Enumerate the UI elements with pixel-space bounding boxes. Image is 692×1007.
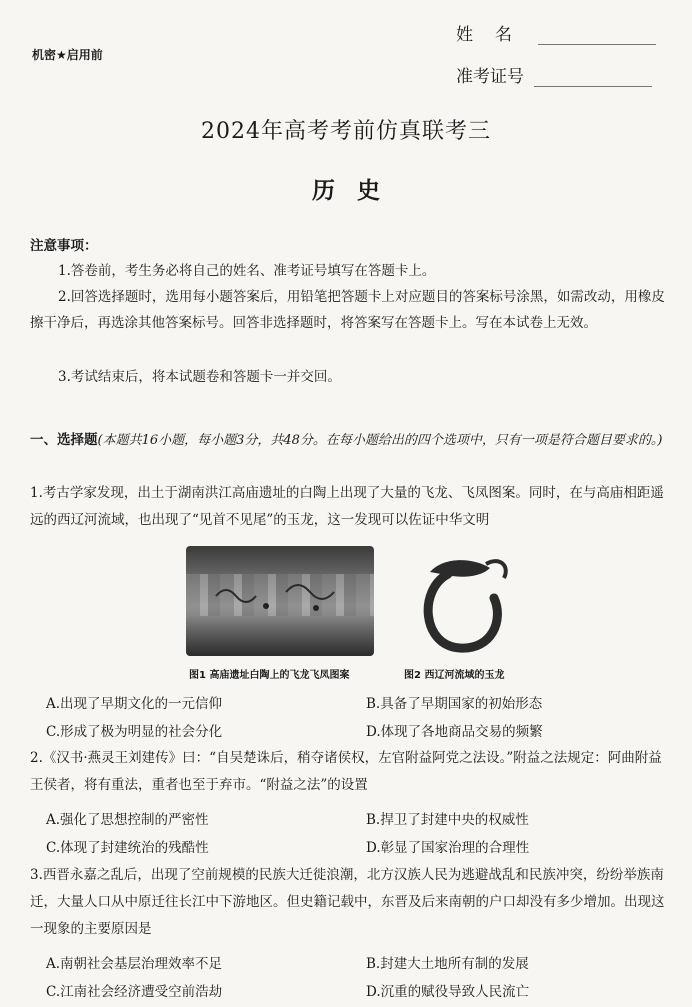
subject-title: 历史	[312, 178, 402, 204]
section-header	[30, 426, 670, 455]
confidential-mark: 机密★启用前	[32, 48, 103, 62]
figure-2-jade-dragon-image	[408, 550, 518, 660]
notice-heading: 注意事项：	[30, 238, 98, 254]
name-field[interactable]	[456, 20, 656, 45]
q3-option-b[interactable]: B.封建大土地所有制的发展	[366, 956, 529, 972]
question-1-stem: 1.考古学家发现，出土于湖南洪江高庙遗址的白陶上出现了大量的飞龙、飞凤图案。同时，在与高庙相距遥远的西辽河流域，也出现了“见首不见尾”的玉龙，这一发现可以佐证中华文明	[30, 485, 664, 528]
notice-item-1: 1.答卷前，考生务必将自己的姓名、准考证号填写在答题卡上。	[58, 263, 436, 279]
q1-option-d[interactable]: D.体现了各地商品交易的频繁	[366, 724, 543, 740]
q2-option-c[interactable]: C.体现了封建统治的残酷性	[46, 840, 209, 856]
q3-option-a[interactable]: A.南朝社会基层治理效率不足	[46, 956, 223, 972]
notice-item-3: 3.考试结束后，将本试题卷和答题卡一并交回。	[58, 369, 341, 385]
q2-option-a[interactable]: A.强化了思想控制的严密性	[46, 812, 209, 828]
figure-2-caption: 图2 西辽河流域的玉龙	[404, 670, 505, 681]
id-blank[interactable]	[534, 70, 652, 87]
name-blank[interactable]	[538, 28, 656, 45]
notice-item-2: 2.回答选择题时，选用每小题答案后，用铅笔把答题卡上对应题目的答案标号涂黑，如需改动，用橡皮擦干净后，再选涂其他答案标号。回答非选择题时，将答案写在答题卡上。写在本试卷上无效。	[30, 289, 665, 331]
q1-option-b[interactable]: B.具备了早期国家的初始形态	[366, 696, 543, 712]
q3-option-c[interactable]: C.江南社会经济遭受空前浩劫	[46, 984, 223, 1000]
question-3-stem: 3.西晋永嘉之乱后，出现了空前规模的民族大迁徙浪潮，北方汉族人民为逃避战乱和民族冲突，纷纷举族南迁，大量人口从中原迁往长江中下游地区。但史籍记载中，东晋及后来南朝的户口却没有多少增加。出现这一现象的主要原因是	[30, 867, 665, 937]
exam-title: 2024年高考考前仿真联考三	[201, 119, 491, 144]
q3-option-d[interactable]: D.沉重的赋役导致人民流亡	[366, 984, 530, 1000]
q2-option-b[interactable]: B.捍卫了封建中央的权威性	[366, 812, 529, 828]
question-2-stem: 2.《汉书·燕灵王刘建传》曰：“自吴楚诛后，稍夺诸侯权，左官附益阿党之法设。”附益之法规定：阿曲附益王侯者，将有重法，重者也至于弃市。“附益之法”的设置	[30, 750, 662, 793]
figure-1-caption: 图1 高庙遗址白陶上的飞龙飞凤图案	[189, 670, 350, 681]
q1-option-c[interactable]: C.形成了极为明显的社会分化	[46, 724, 223, 740]
figure-1-pottery-image	[186, 546, 374, 656]
q1-option-a[interactable]: A.出现了早期文化的一元信仰	[46, 696, 223, 712]
q2-option-d[interactable]: D.彰显了国家治理的合理性	[366, 840, 530, 856]
name-label: 姓名	[456, 25, 534, 45]
id-label: 准考证号	[456, 67, 524, 87]
section-title: 一、选择题	[30, 432, 98, 448]
section-desc: (本题共16小题，每小题3分，共48分。在每小题给出的四个选项中，只有一项是符合题目要求的。)	[97, 433, 663, 448]
id-field[interactable]	[456, 62, 652, 87]
